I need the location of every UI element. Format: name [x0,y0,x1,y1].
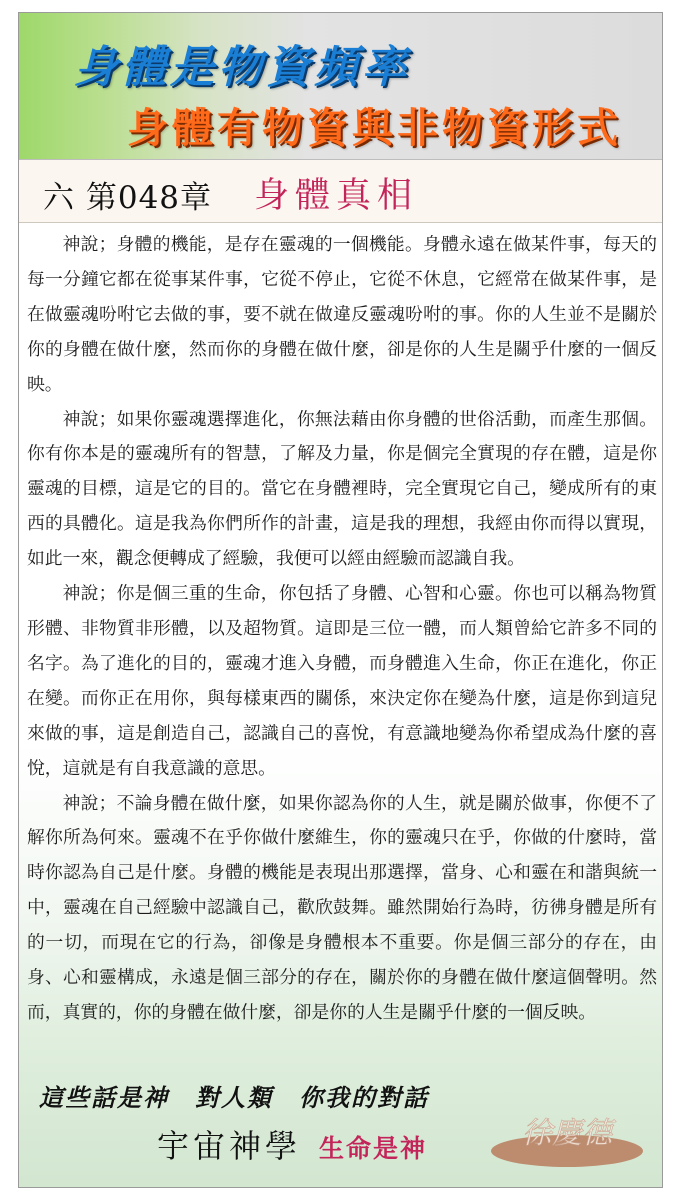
brand-slogan: 生命是神 [319,1134,428,1163]
paragraph-2: 神說；如果你靈魂選擇進化，你無法藉由你身體的世俗活動，而產生那個。你有你本是的靈魂所有的智慧，了解及力量，你是個完全實現的存在體，這是你靈魂的目標，這是它的目的。當它在身體裡時，完全實現它自己，變成所有的東西的具體化。這是我為你們所作的計畫，這是我的理想，我經由你而得以實現，如此一來，觀念便轉成了經驗，我便可以經由經驗而認識自我。 [27,408,657,570]
chapter-heading [19,160,662,223]
subtitle: 身體有物資與非物資形式 [127,104,622,152]
document-page [18,12,663,1188]
signature-text: 徐慶德 [522,1116,612,1151]
chapter-title: 身體真相 [254,176,419,216]
footer-tagline: 這些話是神 對人類 你我的對話 [39,1083,429,1112]
header-banner [19,13,662,160]
main-title: 身體是物資頻率 [74,42,410,93]
article-body [27,228,657,1031]
author-signature [487,1101,647,1181]
brand-name: 宇宙神學 [157,1127,302,1165]
paragraph-4: 神說；不論身體在做什麼，如果你認為你的人生，就是關於做事，你便不了解你所為何來。靈魂不在乎你做什麼維生，你的靈魂只在乎，你做的什麼時，當時你認為自己是什麼。身體的機能是表現出那選擇，當身、心和靈在和諧與統一中，靈魂在自己經驗中認識自己，歡欣鼓舞。雖然開始行為時，彷彿身體是所有的一切，而現在它的行為，卻像是身體根本不重要。你是個三部分的存在，由身、心和靈構成，永遠是個三部分的存在，關於你的身體在做什麼這個聲明。然而，真實的，你的身體在做什麼，卻是你的人生是關乎什麼的一個反映。 [27,792,657,1023]
paragraph-3: 神說；你是個三重的生命，你包括了身體、心智和心靈。你也可以稱為物質形體、非物質非形體，以及超物質。這即是三位一體，而人類曾給它許多不同的名字。為了進化的目的，靈魂才進入身體，而身體進入生命，你正在進化，你正在變。而你正在用你，與每樣東西的關係，來決定你在變為什麼，這是你到這兒來做的事，這是創造自己，認識自己的喜悅，有意識地變為你希望成為什麼的喜悅，這就是有自我意識的意思。 [27,583,657,779]
paragraph-1: 神說；身體的機能，是存在靈魂的一個機能。身體永遠在做某件事，每天的每一分鐘它都在從事某件事，它從不停止，它從不休息，它經常在做某件事，是在做靈魂吩咐它去做的事，要不就在做違反靈魂吩咐的事。你的人生並不是關於你的身體在做什麼，然而你的身體在做什麼，卻是你的人生是關乎什麼的一個反映。 [27,234,657,395]
footer-brand-line [157,1121,427,1167]
chapter-number: 六 第048章 [43,180,213,216]
